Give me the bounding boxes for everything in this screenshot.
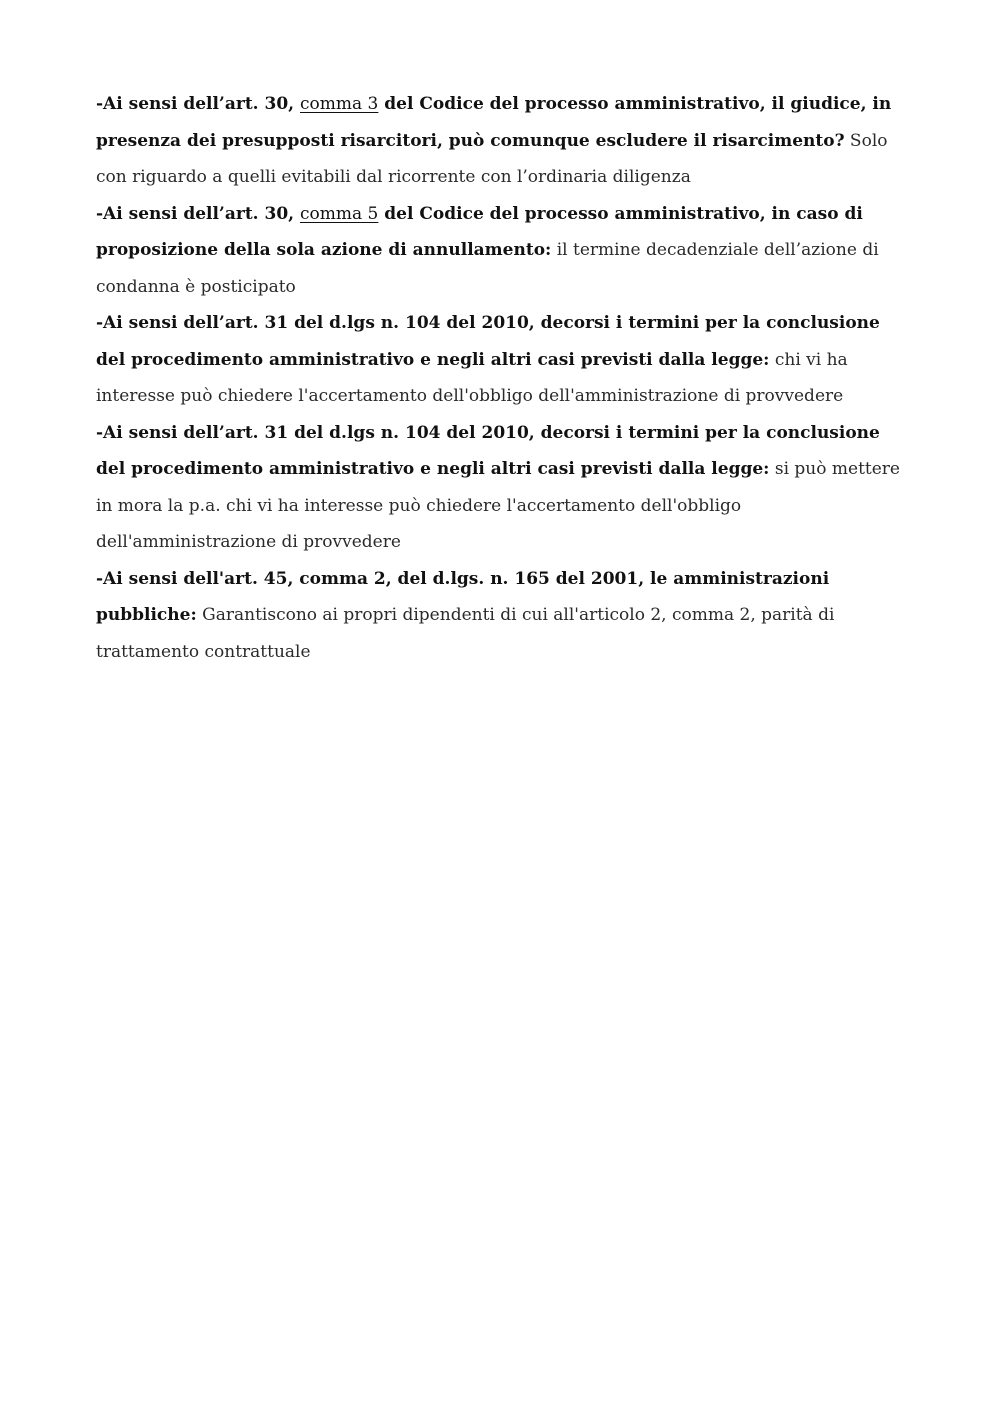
qa-entry-1: [96, 86, 901, 196]
question-text: [96, 94, 891, 151]
question-prefix: -Ai sensi dell’art. 30,: [96, 94, 301, 114]
qa-entry-2: [96, 196, 901, 306]
question-prefix: -Ai sensi dell’art. 30,: [96, 203, 301, 224]
comma-reference: comma 3: [300, 94, 379, 114]
answer-text: si può mettere in mora la p.a. chi vi ha interesse può chiedere l'accertamento dell'obbligo dell'amministrazione di provvedere: [96, 459, 900, 552]
comma-reference: comma 5: [300, 203, 379, 224]
question-text: -Ai sensi dell’art. 31 del d.lgs n. 104 del 2010, decorsi i termini per la conclusione del procedimento amministrativo e negli altri casi previsti dalla legge:: [96, 422, 880, 479]
answer-text: Solo con riguardo a quelli evitabili dal ricorrente con l’ordinaria diligenza: [96, 130, 888, 187]
qa-entry-3: [96, 305, 901, 415]
question-text: -Ai sensi dell’art. 31 del d.lgs n. 104 del 2010, decorsi i termini per la conclusione del procedimento amministrativo e negli altri casi previsti dalla legge:: [96, 313, 880, 370]
question-suffix: del Codice del processo amministrativo, in caso di proposizione della sola azione di annullamento:: [96, 203, 863, 260]
answer-text: il termine decadenziale dell’azione di condanna è posticipato: [96, 240, 879, 297]
question-text: -Ai sensi dell'art. 45, comma 2, del d.lgs. n. 165 del 2001, le amministrazioni pubbliche:: [96, 568, 830, 625]
qa-entry-4: [96, 415, 901, 561]
document-body: [96, 86, 901, 670]
question-suffix: del Codice del processo amministrativo, il giudice, in presenza dei presupposti risarcitori, può comunque escludere il risarcimento?: [96, 94, 892, 151]
answer-text: chi vi ha interesse può chiedere l'accertamento dell'obbligo dell'amministrazione di provvedere: [96, 349, 848, 406]
qa-entry-5: [96, 561, 901, 671]
answer-text: Garantiscono ai propri dipendenti di cui all'articolo 2, comma 2, parità di trattamento contrattuale: [96, 605, 835, 662]
